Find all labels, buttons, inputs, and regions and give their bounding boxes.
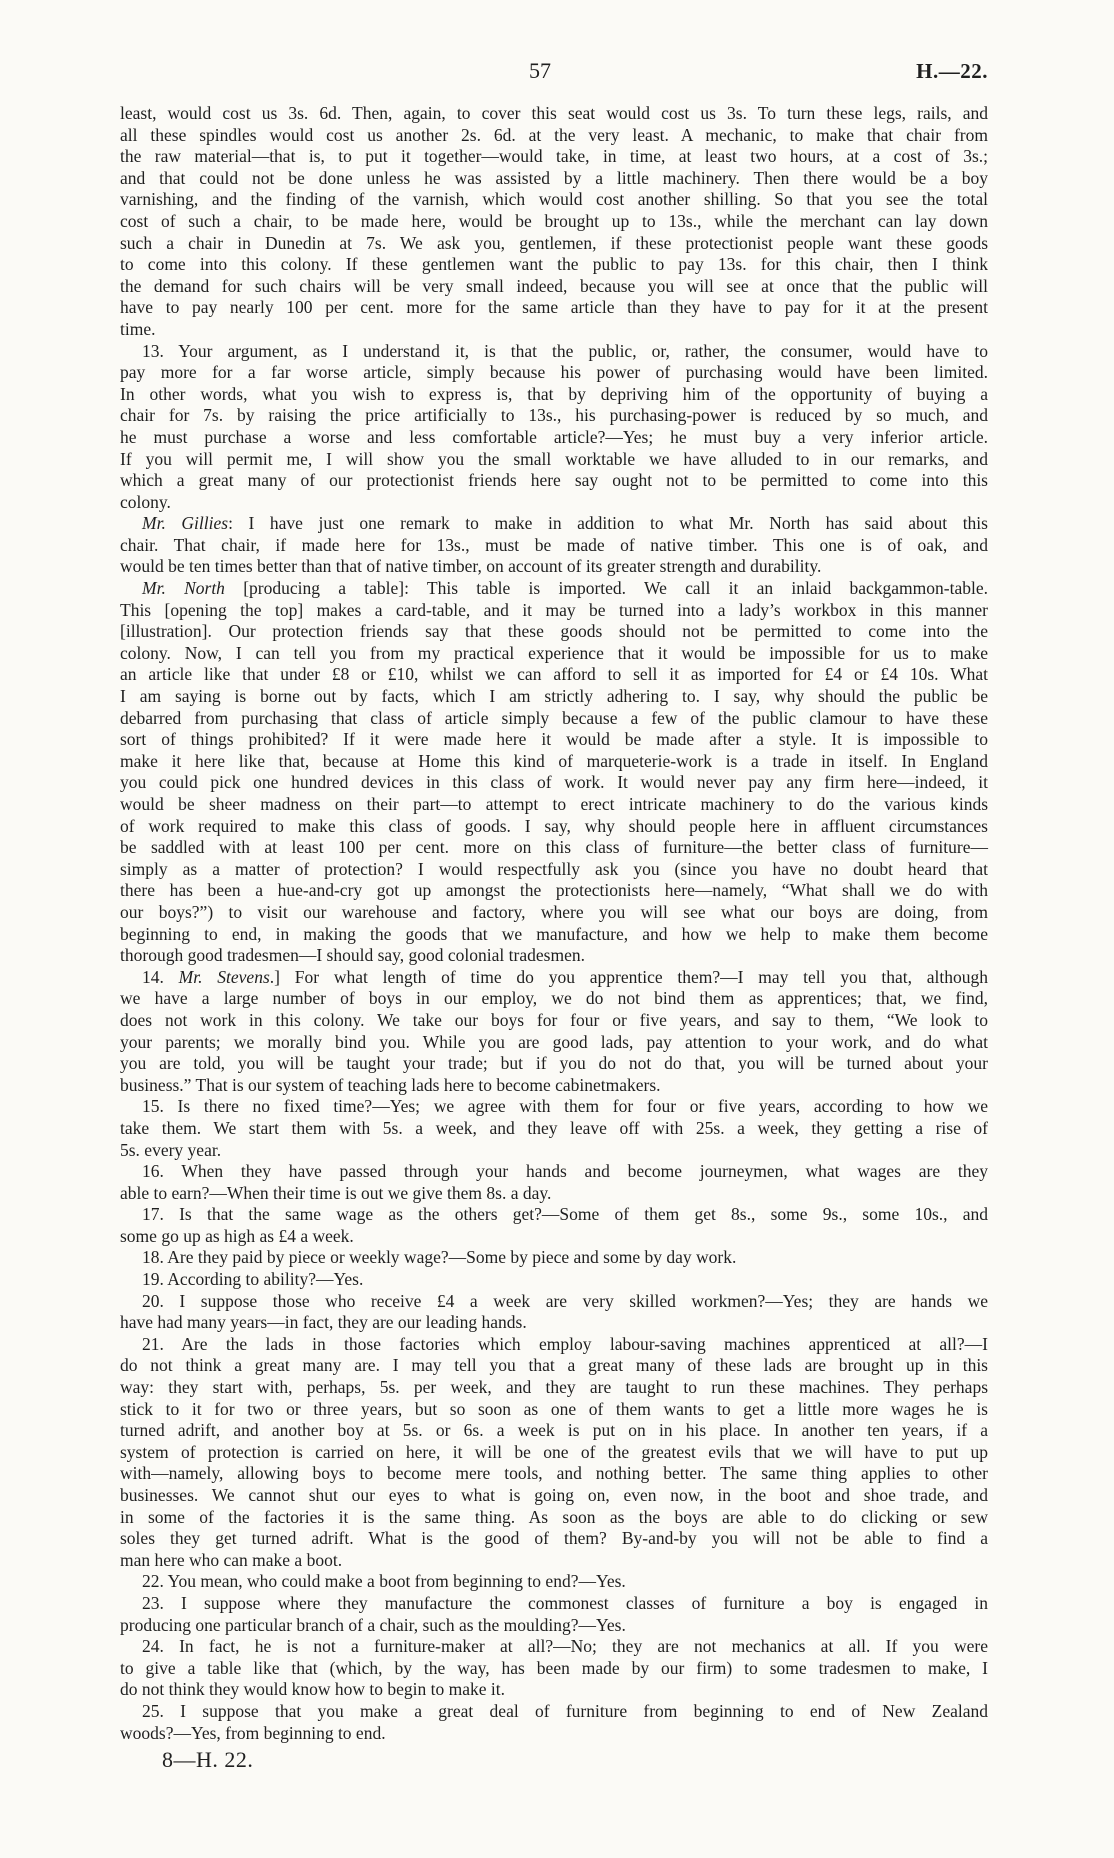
continuation-paragraph: [120, 103, 988, 341]
page-header: [120, 56, 988, 86]
text-line: have to pay nearly 100 per cent. more for the same article than they have to pay for it at the present: [120, 297, 988, 318]
text-line: be saddled with at least 100 per cent. more on this class of furniture—the better class of furniture—: [120, 837, 988, 858]
text-line: In other words, what you wish to express is, that by depriving him of the opportunity of buying a: [120, 383, 988, 404]
text-line: soles they get turned adrift. What is the good of them? By-and-by you will not be able to find a: [120, 1528, 988, 1549]
text-line: chair. That chair, if made here for 13s., must be made of native timber. This one is of oak, and: [120, 534, 988, 555]
text-line: an article like that under £8 or £10, whilst we can afford to sell it as imported for £4 or £4 10s. What: [120, 664, 988, 685]
text-line: system of protection is carried on here, it will be one of the greatest evils that we will have to put up: [120, 1441, 988, 1462]
question-23: [120, 1593, 988, 1636]
text-line: your parents; we morally bind you. While you are good lads, pay attention to your work, and do what: [120, 1031, 988, 1052]
text-line: woods?—Yes, from beginning to end.: [120, 1722, 386, 1743]
question-17: [120, 1204, 988, 1247]
text-line: would be ten times better than that of native timber, on account of its greater strength and durability.: [120, 556, 822, 577]
text-line: of work required to make this class of goods. I say, why should people here in affluent circumstances: [120, 815, 988, 836]
question-18: [120, 1247, 988, 1269]
text-line: businesses. We cannot shut our eyes to what is going on, even now, in the boot and shoe trade, and: [120, 1485, 988, 1505]
text-line: 21. Are the lads in those factories which employ labour-saving machines apprenticed at all?—I: [142, 1333, 988, 1354]
text-line: way: they start with, perhaps, 5s. per week, and they are taught to run these machines. They perhaps: [120, 1377, 988, 1398]
question-22: [120, 1571, 988, 1593]
document-body: [120, 103, 988, 1744]
text-line: stick to it for two or three years, but so soon as one of them wants to get a little more wages he is: [120, 1398, 988, 1419]
text-line: cost of such a chair, to be made here, would be brought up to 13s., while the merchant can lay down: [120, 210, 988, 231]
text-line: we have a large number of boys in our employ, we do not bind them as apprentices; that, we find,: [120, 988, 988, 1009]
text-line: colony. Now, I can tell you from my practical experience that it would be impossible for us to make: [120, 642, 988, 663]
printer-signature: 8—H. 22.: [162, 1747, 254, 1772]
text-line: business.” That is our system of teaching lads here to become cabinetmakers.: [120, 1074, 661, 1095]
text-line: 17. Is that the same wage as the others get?—Some of them get 8s., some 9s., some 10s., and: [142, 1204, 988, 1225]
text-line: chair for 7s. by raising the price artificially to 13s., his purchasing-power is reduced by so much, and: [120, 405, 988, 426]
text-line: colony.: [120, 491, 171, 512]
statement-gillies: [120, 513, 988, 578]
text-line: there has been a hue-and-cry got up amongst the protectionists here—namely, “What shall we do with: [120, 880, 988, 901]
text-line: the raw material—that is, to put it together—would take, in time, at least two hours, at a cost of 3s.;: [120, 146, 988, 167]
text-line: 18. Are they paid by piece or weekly wage?—Some by piece and some by day work.: [142, 1247, 737, 1268]
text-line: would be sheer madness on their part—to attempt to erect intricate machinery to do the various kinds: [120, 794, 988, 814]
text-line: he must purchase a worse and less comfortable article?—Yes; he must buy a very inferior article.: [120, 426, 988, 447]
text-line: least, would cost us 3s. 6d. Then, again, to cover this seat would cost us 3s. To turn these legs, rails, and: [120, 103, 988, 123]
line-segment: .] For what length of time do you apprentice them?—I may tell you that, although: [269, 966, 988, 987]
text-line: 16. When they have passed through your hands and become journeymen, what wages are they: [142, 1161, 988, 1182]
text-line: does not work in this colony. We take our boys for four or five years, and say to them, “We look to: [120, 1009, 988, 1030]
text-line: do not think a great many are. I may tell you that a great many of these lads are brought up in this: [120, 1355, 988, 1376]
text-line: 23. I suppose where they manufacture the commonest classes of furniture a boy is engaged in: [142, 1592, 988, 1613]
text-line: [120, 967, 988, 989]
text-line: varnishing, and the finding of the varnish, which would cost another shilling. So that you see the total: [120, 189, 988, 210]
question-16: [120, 1161, 988, 1204]
text-line: 20. I suppose those who receive £4 a week are very skilled workmen?—Yes; they are hands we: [142, 1290, 988, 1311]
question-21: [120, 1334, 988, 1572]
question-13: [120, 341, 988, 514]
text-line: and that could not be done unless he was assisted by a little machinery. Then there would be a boy: [120, 167, 988, 188]
text-line: thorough good tradesmen—I should say, good colonial tradesmen.: [120, 945, 585, 966]
text-line: pay more for a far worse article, simply because his power of purchasing would have been limited.: [120, 362, 988, 383]
text-line: in some of the factories it is the same thing. As soon as the boys are able to do clicking or sew: [120, 1506, 988, 1527]
line-segment: : I have just one remark to make in addition to what Mr. North has said about this: [228, 513, 988, 534]
statement-north: [120, 578, 988, 967]
text-line: our boys?”) to visit our warehouse and factory, where you will see what our boys are doing, from: [120, 901, 988, 922]
text-line: debarred from purchasing that class of article simply because a few of the public clamour to have these: [120, 707, 988, 728]
text-line: turned adrift, and another boy at 5s. or 6s. a week is put on in his place. In another ten years, if a: [120, 1420, 988, 1441]
question-19: [120, 1269, 988, 1291]
text-line: have had many years—in fact, they are our leading hands.: [120, 1312, 527, 1333]
text-line: I am saying is borne out by facts, which I am strictly adhering to. I say, why should the public be: [120, 686, 988, 707]
text-line: all these spindles would cost us another 2s. 6d. at the very least. A mechanic, to make that chair from: [120, 124, 988, 145]
text-line: 22. You mean, who could make a boot from beginning to end?—Yes.: [142, 1571, 626, 1592]
text-line: This [opening the top] makes a card-table, and it may be turned into a lady’s workbox in this manner: [120, 599, 988, 620]
text-line: 15. Is there no fixed time?—Yes; we agree with them for four or five years, according to how we: [142, 1096, 988, 1117]
text-line: If you will permit me, I will show you the small worktable we have alluded to in our remarks, and: [120, 448, 988, 469]
text-line: take them. We start them with 5s. a week, and they leave off with 25s. a week, they getting a rise of: [120, 1117, 988, 1138]
text-line: 5s. every year.: [120, 1139, 222, 1160]
line-segment: 14.: [142, 966, 179, 987]
text-line: with—namely, allowing boys to become mere tools, and nothing better. The same thing applies to other: [120, 1463, 988, 1484]
speaker-name: Mr. Gillies: [142, 513, 229, 534]
text-line: do not think they would know how to begin to make it.: [120, 1679, 505, 1700]
text-line: simply as a matter of protection? I would respectfully ask you (since you have no doubt heard that: [120, 858, 988, 879]
text-line: sort of things prohibited? If it were made here it would be made after a style. It is impossible to: [120, 729, 988, 750]
text-line: make it here like that, because at Home this kind of marqueterie-work is a trade in itself. In England: [120, 750, 988, 771]
text-line: 24. In fact, he is not a furniture-maker at all?—No; they are not mechanics at all. If you were: [142, 1636, 988, 1657]
text-line: [120, 513, 988, 535]
text-line: to come into this colony. If these gentlemen want the public to pay 13s. for this chair, then I think: [120, 254, 988, 275]
text-line: some go up as high as £4 a week.: [120, 1225, 354, 1246]
text-line: you could pick one hundred devices in this class of work. It would never pay any firm here—indeed, it: [120, 772, 988, 793]
text-line: you are told, you will be taught your trade; but if you do not do that, you will be turned about your: [120, 1053, 988, 1074]
question-24: [120, 1636, 988, 1701]
question-20: [120, 1291, 988, 1334]
speaker-name: Mr. Stevens: [178, 966, 270, 987]
text-line: to give a table like that (which, by the way, has been made by our firm) to some tradesmen to make, I: [120, 1657, 988, 1678]
text-line: the demand for such chairs will be very small indeed, because you will see at once that the public will: [120, 275, 988, 296]
document-reference: H.—22.: [916, 59, 988, 83]
text-line: producing one particular branch of a chair, such as the moulding?—Yes.: [120, 1614, 626, 1635]
line-segment: [producing a table]: This table is imported. We call it an inlaid backgammon-table.: [224, 578, 988, 599]
text-line: [illustration]. Our protection friends say that these goods should not be permitted to come into the: [120, 621, 988, 642]
text-line: which a great many of our protectionist friends here say ought not to be permitted to come into this: [120, 470, 988, 491]
text-line: 13. Your argument, as I understand it, is that the public, or, rather, the consumer, would have to: [142, 340, 988, 361]
text-line: time.: [120, 318, 156, 339]
question-25: [120, 1701, 988, 1744]
text-line: 25. I suppose that you make a great deal of furniture from beginning to end of New Zealand: [142, 1700, 988, 1721]
question-15: [120, 1096, 988, 1161]
text-line: man here who can make a boot.: [120, 1549, 343, 1570]
text-line: 19. According to ability?—Yes.: [142, 1269, 364, 1290]
speaker-name: Mr. North: [142, 578, 225, 599]
text-line: such a chair in Dunedin at 7s. We ask you, gentlemen, if these protectionist people want these goods: [120, 232, 988, 253]
question-14: [120, 967, 988, 1097]
page-number: 57: [529, 58, 551, 83]
text-line: beginning to end, in making the goods that we manufacture, and how we help to make them become: [120, 923, 988, 944]
text-line: [120, 578, 988, 600]
text-line: able to earn?—When their time is out we give them 8s. a day.: [120, 1182, 552, 1203]
